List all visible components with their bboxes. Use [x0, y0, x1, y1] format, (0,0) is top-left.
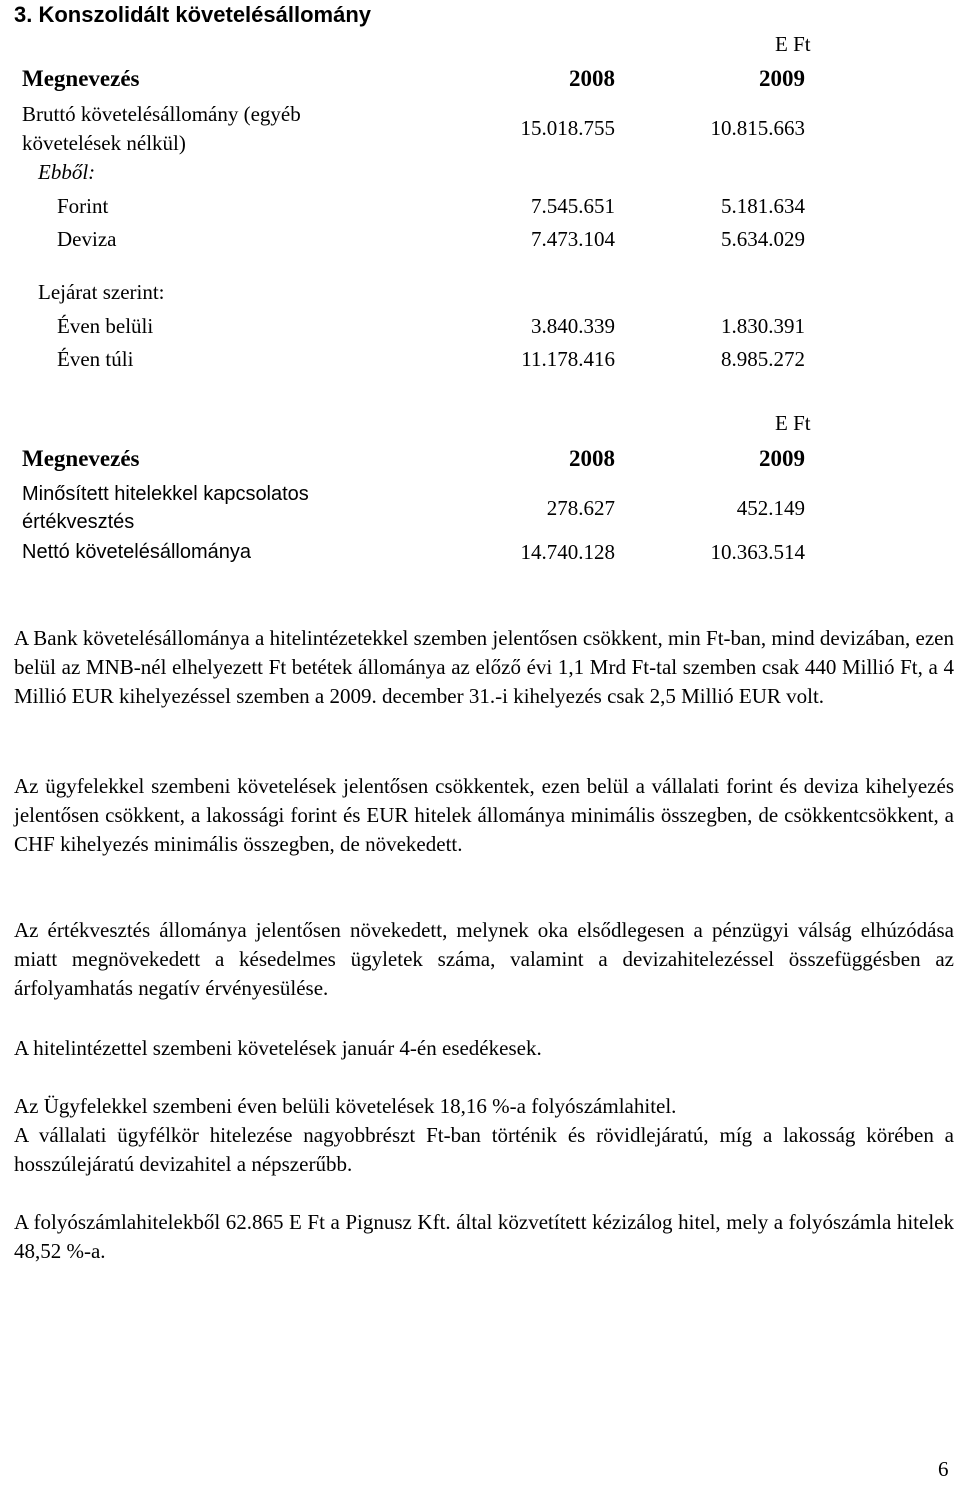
paragraph: A vállalati ügyfélkör hitelezése nagyobbrészt Ft-ban történik és rövidlejáratú, míg a lakosság körében a hosszúlejáratú devizahitel a népszerűbb. — [14, 1123, 954, 1176]
row-label: Nettó követelésállománya — [22, 541, 252, 563]
paragraph: A Bank követelésállománya a hitelintézetekkel szemben jelentősen csökkent, min Ft-ban, mind devizában, ezen belül az MNB-nél elhelyezett Ft betétek állománya az előző évi 1,1 Mrd Ft-tal szemben csak 440 Millió Ft, a 4 Millió EUR kihelyezéssel szemben a 2009. december 31.-i kihelyezés csak 2,5 Millió EUR volt. — [14, 626, 954, 708]
row-label: Lejárat szerint: — [38, 280, 165, 304]
value-2009: 5.634.029 — [721, 227, 805, 251]
row-label: követelések nélkül) — [22, 131, 186, 155]
paragraph: A hitelintézettel szembeni követelések január 4-én esedékesek. — [14, 1036, 542, 1060]
section-title: 3. Konszolidált követelésállomány — [14, 2, 372, 27]
column-header-label: Megnevezés — [22, 66, 140, 91]
column-header-2009: 2009 — [759, 66, 805, 91]
row-label: Deviza — [57, 227, 117, 251]
page-number: 6 — [938, 1457, 949, 1481]
column-header-2009: 2009 — [759, 446, 805, 471]
value-2008: 7.473.104 — [531, 227, 615, 251]
value-2009: 452.149 — [736, 496, 805, 520]
value-2008: 3.840.339 — [531, 314, 615, 338]
value-2008: 11.178.416 — [521, 347, 615, 371]
paragraph: A folyószámlahitelekből 62.865 E Ft a Pignusz Kft. által közvetített kézizálog hitel, mely a folyószámla hitelek 48,52 %-a. — [14, 1210, 954, 1263]
column-header-2008: 2008 — [569, 446, 615, 471]
value-2009: 10.815.663 — [710, 116, 805, 140]
value-2009: 5.181.634 — [721, 194, 805, 218]
value-2008: 7.545.651 — [531, 194, 615, 218]
unit-label: E Ft — [775, 411, 811, 435]
value-2009: 8.985.272 — [721, 347, 805, 371]
row-label: Éven túli — [57, 347, 134, 371]
unit-label: E Ft — [775, 32, 811, 56]
column-header-2008: 2008 — [569, 66, 615, 91]
row-label: Bruttó követelésállomány (egyéb — [22, 102, 301, 126]
paragraph: Az ügyfelekkel szembeni követelések jelentősen csökkentek, ezen belül a vállalati forint és deviza kihelyezés jelentősen csökkent, a lakossági forint és EUR hitelek állománya minimális összegben, de csökkentcsökkent, a CHF kihelyezés minimális összegben, de növekedett. — [14, 774, 954, 856]
value-2009: 1.830.391 — [721, 314, 805, 338]
paragraph: Az Ügyfelekkel szembeni éven belüli követelések 18,16 %-a folyószámlahitel. — [14, 1094, 677, 1118]
value-2008: 15.018.755 — [520, 116, 615, 140]
column-header-label: Megnevezés — [22, 446, 140, 471]
row-label: Minősített hitelekkel kapcsolatos — [22, 483, 309, 505]
row-label: értékvesztés — [22, 511, 135, 533]
value-2008: 14.740.128 — [520, 540, 615, 564]
paragraph: Az értékvesztés állománya jelentősen növekedett, melynek oka elsődlegesen a pénzügyi válság elhúzódása miatt megnövekedett a késedelmes ügyletek száma, valamint a devizahitelezéssel összefüggésben az árfolyamhatás negatív érvényesülése. — [14, 918, 954, 1000]
value-2009: 10.363.514 — [710, 540, 805, 564]
row-label: Ebből: — [38, 160, 96, 184]
row-label: Forint — [57, 194, 109, 218]
value-2008: 278.627 — [546, 496, 615, 520]
row-label: Éven belüli — [57, 314, 154, 338]
